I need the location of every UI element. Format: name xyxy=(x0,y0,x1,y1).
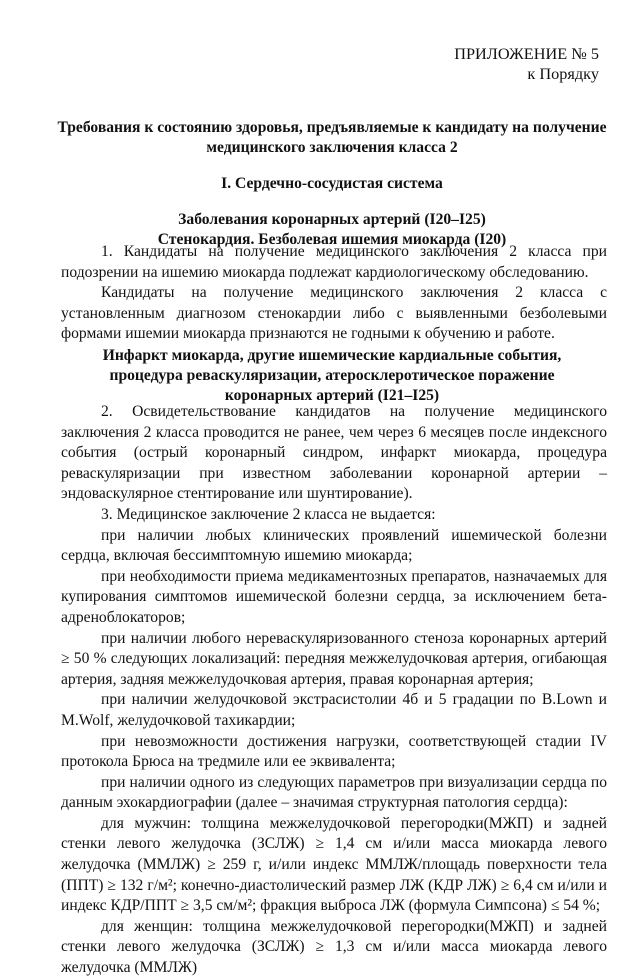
paragraph: при наличии любого нереваскуляризованного стеноза коронарных артерий ≥ 50 % следующих локализаций: передняя межжелудочковая артерия, огибающая артерия, задняя межжелудочковая артерия, правая коронарная артерия; xyxy=(61,629,607,688)
paragraph: для мужчин: толщина межжелудочковой перегородки(МЖП) и задней стенки левого желудочка (ЗСЛЖ) ≥ 1,4 см и/или масса миокарда левого желудочка (ММЛЖ) ≥ 259 г, и/или индекс ММЛЖ/площадь поверхности тела (ППТ) ≥ 132 г/м²; конечно-диастолический размер ЛЖ (КДР ЛЖ) ≥ 6,4 см и/или и индекс КДР/ППТ ≥ 3,5 см/м²; фракция выброса ЛЖ (формула Симпсона) ≤ 54 %; xyxy=(61,814,607,915)
subsection-body xyxy=(61,242,607,345)
appendix-reference: к Порядку xyxy=(527,64,599,83)
appendix-header xyxy=(454,44,599,84)
paragraph: 3. Медицинское заключение 2 класса не выдается: xyxy=(101,505,436,523)
paragraph: при необходимости приема медикаментозных препаратов, назначаемых для купирования симптомов ишемической болезни сердца, за исключением бета-адреноблокаторов; xyxy=(61,567,607,626)
paragraph: Кандидаты на получение медицинского заключения 2 класса с установленным диагнозом стенокардии либо с выявленными безболевыми формами ишемии миокарда признаются не годными к обучению и работе. xyxy=(61,284,607,343)
subsection-heading-line: Заболевания коронарных артерий (I20–I25) xyxy=(178,211,486,228)
section-heading: I. Сердечно-сосудистая система xyxy=(221,175,443,192)
subsection-heading: Инфаркт миокарда, другие ишемические кардиальные события, процедура реваскуляризации, атеросклеротическое поражение коронарных артерий (I21–I25) xyxy=(102,347,562,404)
appendix-number: ПРИЛОЖЕНИЕ № 5 xyxy=(454,44,599,63)
document-title: Требования к состоянию здоровья, предъявляемые к кандидату на получение медицинского заключения класса 2 xyxy=(57,119,607,156)
paragraph: для женщин: толщина межжелудочковой перегородки(МЖП) и задней стенки левого желудочка (ЗСЛЖ) ≥ 1,3 см и/или масса миокарда левого желудочка (ММЛЖ) xyxy=(61,917,607,977)
paragraph: при наличии желудочковой экстрасистолии 4б и 5 градации по B.Lown и M.Wolf, желудочковой тахикардии; xyxy=(61,691,607,729)
paragraph: при невозможности достижения нагрузки, соответствующей стадии IV протокола Брюса на тредмиле или ее эквивалента; xyxy=(61,732,607,771)
subsection-body xyxy=(61,402,607,979)
paragraph: 2. Освидетельствование кандидатов на получение медицинского заключения 2 класса проводится не ранее, чем через 6 месяцев после индексного события (острый коронарный синдром, инфаркт миокарда, процедура реваскуляризации при известном заболевании коронарной артерии – эндоваскулярное стентирование или шунтирование). xyxy=(61,403,607,503)
paragraph: при наличии одного из следующих параметров при визуализации сердца по данным эхокардиографии (далее – значимая структурная патология сердца): xyxy=(61,773,607,812)
paragraph: 1. Кандидаты на получение медицинского заключения 2 класса при подозрении на ишемию миокарда подлежат кардиологическому обследованию. xyxy=(61,243,607,281)
paragraph: при наличии любых клинических проявлений ишемической болезни сердца, включая бессимптомную ишемию миокарда; xyxy=(61,526,607,565)
subsection-heading-line: Стенокардия. Безболевая ишемия миокарда (I20) xyxy=(157,231,507,248)
